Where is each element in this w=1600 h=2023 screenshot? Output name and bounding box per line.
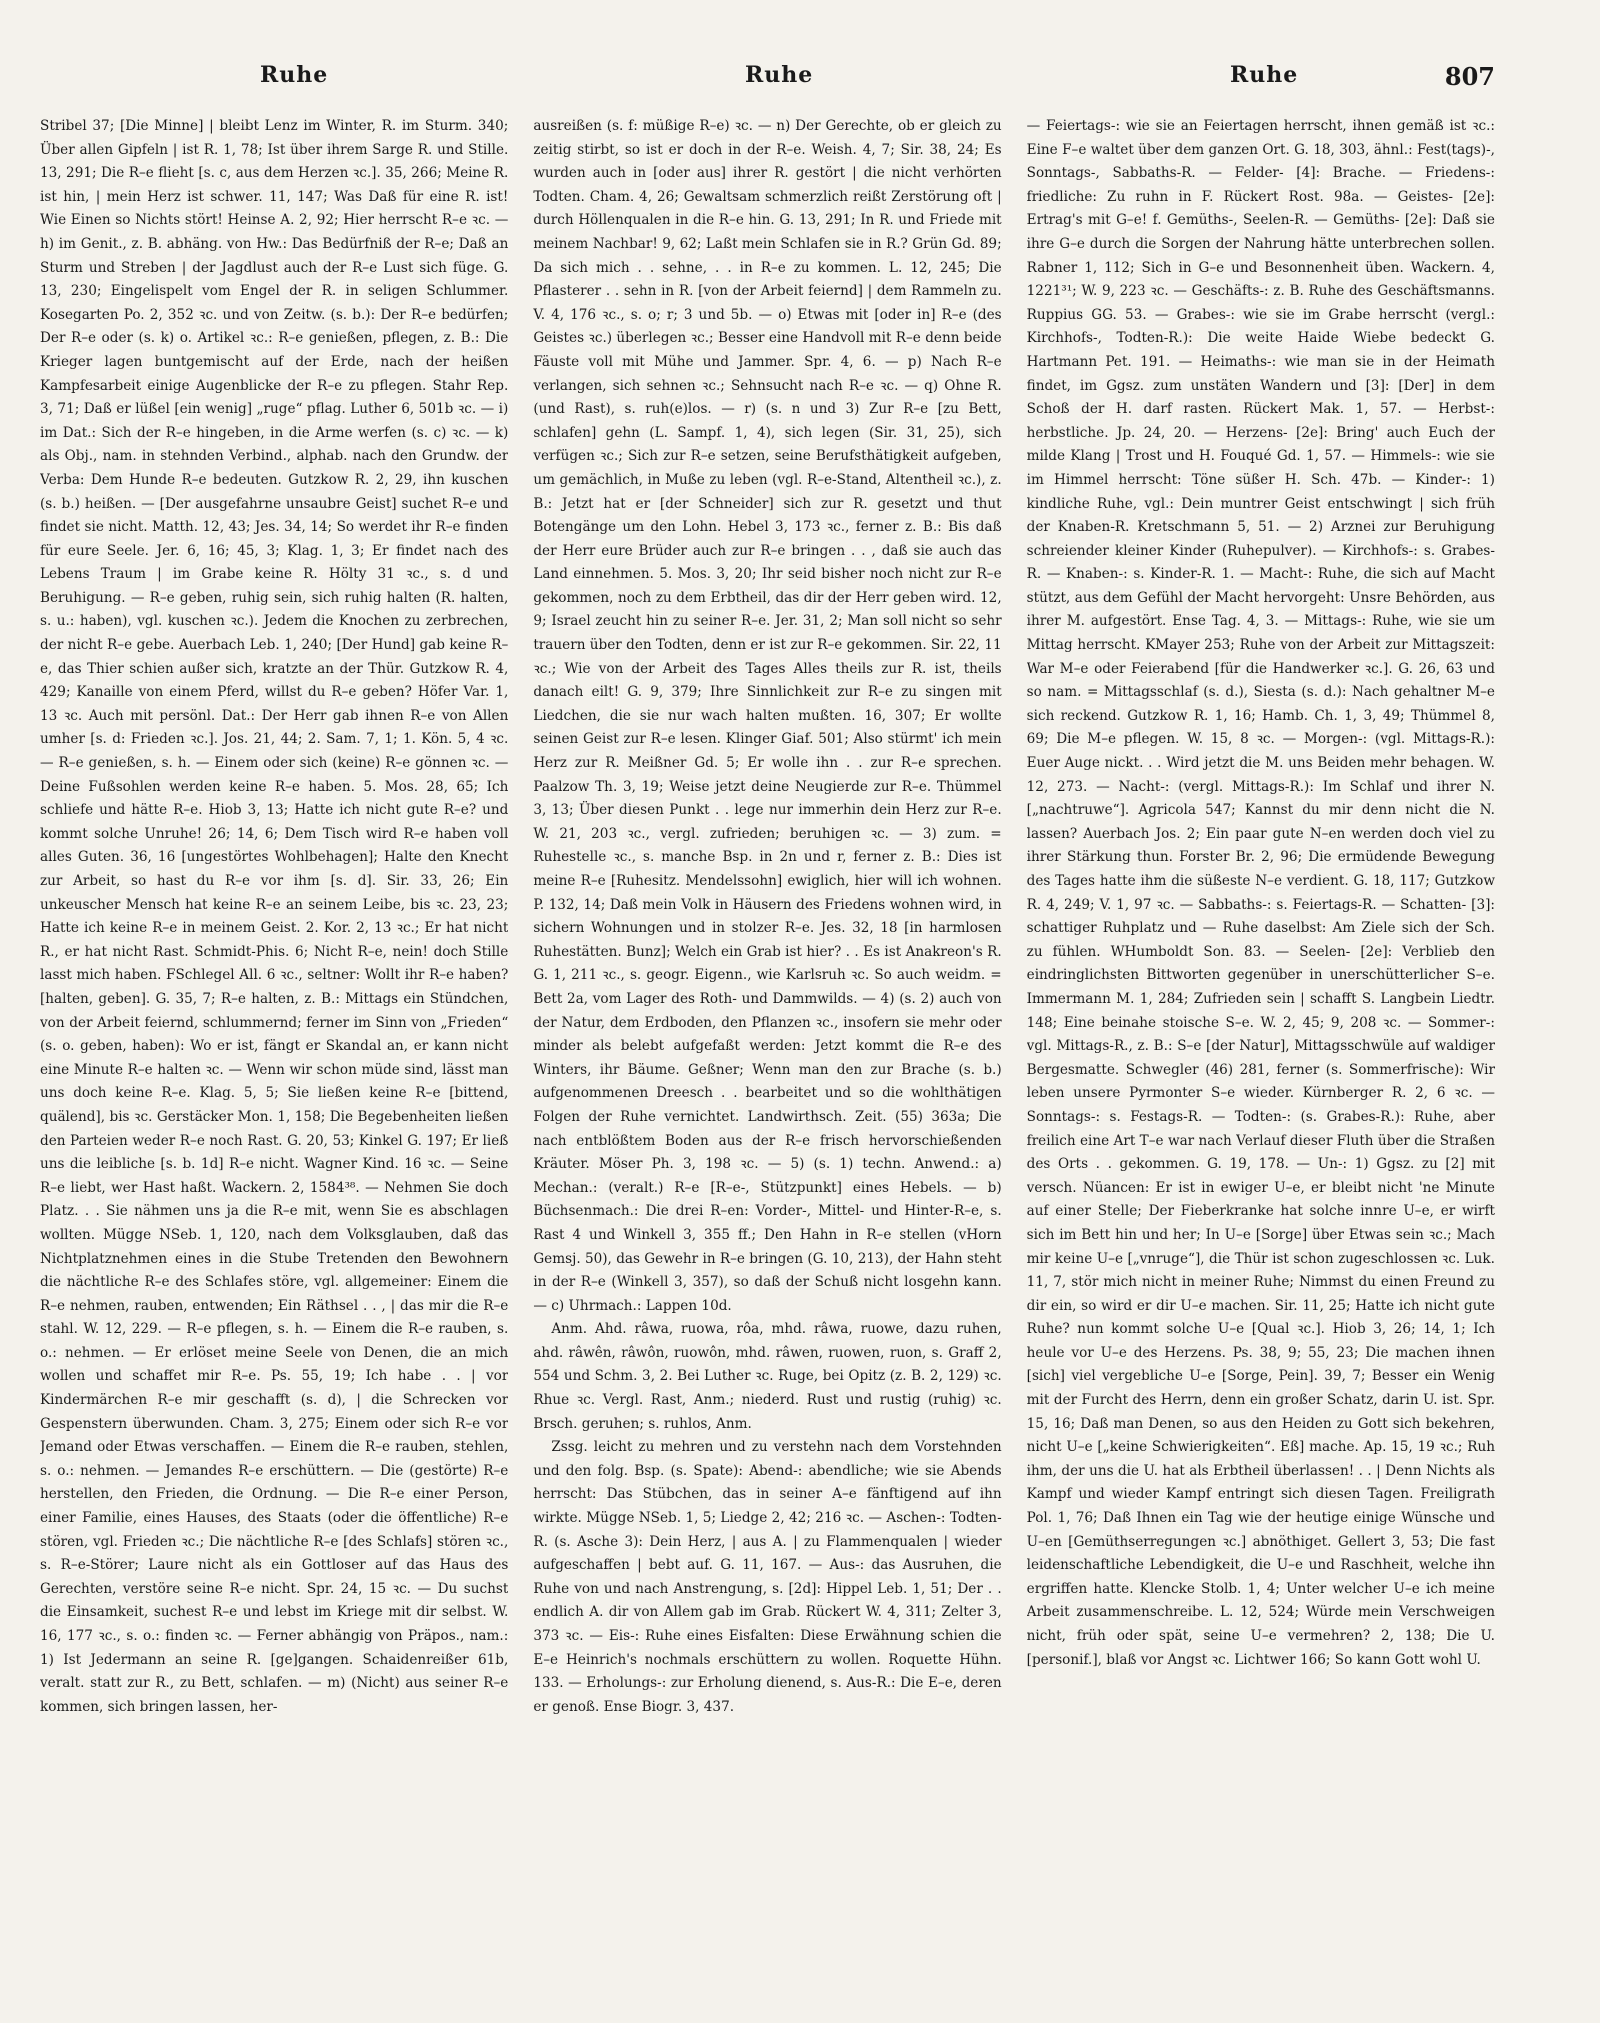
column-middle xyxy=(533,115,1001,2000)
etymology-note: Anm. Ahd. râwa, ruowa, rôa, mhd. râwa, ruowe, dazu ruhen, ahd. râwên, râwôn, ruowôn, mhd. râwen, ruowen, ruon, s. Graff 2, 554 und Schm. 3, 2. Bei Luther ꝛc. Ruge, bei Opitz (z. B. 2, 129) ꝛc. Rhue ꝛc. Vergl. Rast, Anm.; niederd. Rust und rustig (ruhig) ꝛc. Brsch. geruhen; s. ruhlos, Anm. xyxy=(533,1321,1002,1432)
text-columns xyxy=(40,115,1495,2000)
running-head-left: Ruhe xyxy=(260,62,329,88)
column-left xyxy=(40,115,508,2000)
column-paragraph: — Feiertags-: wie sie an Feiertagen herrscht, ihnen gemäß ist ꝛc.: Eine F–e waltet über dem ganzen Ort. G. 18, 303, ähnl.: Fest(tags)-, Sonntags-, Sabbaths-R. — Felder- [4]: Brache. — Friedens-: friedliche: Zu ruhn in F. Rückert Rost. 98a. — Geistes- [2e]: Ertrag's mit G–e! f. Gemüths-, Seelen-R. — Gemüths- [2e]: Daß sie ihre G–e durch die Sorgen der Nahrung hätte unterbrechen sollen. Rabner 1, 112; Sich in G–e und Besonnenheit üben. Wackern. 4, 1221³¹; W. 9, 223 ꝛc. — Geschäfts-: z. B. Ruhe des Geschäftsmanns. Ruppius GG. 53. — Grabes-: wie sie im Grabe herrscht (vergl.: Kirchhofs-, Todten-R.): Die weite Haide Wiebe bedeckt G. Hartmann Pet. 191. — Heimaths-: wie man sie in der Heimath findet, im Ggsz. zum unstäten Wandern und [3]: [Der] in dem Schoß der H. darf rasten. Rückert Mak. 1, 57. — Herbst-: herbstliche. Jp. 24, 20. — Herzens- [2e]: Bring' auch Euch der milde Klang | Trost und H. Fouqué Gd. 1, 57. — Himmels-: wie sie im Himmel herrscht: Töne süßer H. Sch. 47b. — Kinder-: 1) kindliche Ruhe, vgl.: Dein muntrer Geist entschwingt | sich früh der Knaben-R. Kretschmann 5, 51. — 2) Arznei zur Beruhigung schreiender kleiner Kinder (Ruhepulver). — Kirchhofs-: s. Grabes-R. — Knaben-: s. Kinder-R. 1. — Macht-: Ruhe, die sich auf Macht stützt, aus dem Gefühl der Macht hervorgeht: Unsre Behörden, aus ihrer M. aufgestört. Ense Tag. 4, 3. — Mittags-: Ruhe, wie sie um Mittag herrscht. KMayer 253; Ruhe von der Arbeit zur Mittagszeit: War M–e oder Feierabend [für die Handwerker ꝛc.]. G. 26, 63 und so nam. = Mittagsschlaf (s. d.), Siesta (s. d.): Nach gehaltner M–e sich reckend. Gutzkow R. 1, 16; Hamb. Ch. 1, 3, 49; Thümmel 8, 69; Die M–e pflegen. W. 15, 8 ꝛc. — Morgen-: (vgl. Mittags-R.): Euer Auge nickt. . . Wird jetzt die M. uns Beiden mehr behagen. W. 12, 273. — Nacht-: (vergl. Mittags-R.): Im Schlaf und ihrer N. [„nachtruwe“]. Agricola 547; Kannst du mir denn nicht die N. lassen? Auerbach Jos. 2; Ein paar gute N–en werden doch viel zu ihrer Stärkung thun. Forster Br. 2, 96; Die ermüdende Bewegung des Tages hatte ihm die süßeste N–e verdient. G. 18, 117; Gutzkow R. 4, 249; V. 1, 97 ꝛc. — Sabbaths-: s. Feiertags-R. — Schatten- [3]: schattiger Ruhplatz und — Ruhe daselbst: Am Ziele sich der Sch. zu fühlen. WHumboldt Son. 83. — Seelen- [2e]: Verblieb den eindringlichsten Bittworten gegenüber in unerschütterlicher S–e. Immermann M. 1, 284; Zufrieden sein | schafft S. Langbein Liedtr. 148; Eine beinahe stoische S–e. W. 2, 45; 9, 208 ꝛc. — Sommer-: vgl. Mittags-R., z. B.: S–e [der Natur], Mittagsschwüle auf waldiger Bergesmatte. Schwegler (46) 281, ferner (s. Sommerfrische): Wir leben unsere Pyrmonter S–e wieder. Kürnberger R. 2, 6 ꝛc. — Sonntags-: s. Festags-R. — Todten-: (s. Grabes-R.): Ruhe, aber freilich eine Art T–e war nach Verlauf dieser Fluth über die Straßen des Orts . . gekommen. G. 19, 178. — Un-: 1) Ggsz. zu [2] mit versch. Nüancen: Er ist in ewiger U–e, er bleibt nicht 'ne Minute auf einer Stelle; Der Fieberkranke hat solche innre U–e, er wirft sich im Bett hin und her; In U–e [Sorge] über Etwas sein ꝛc.; Mach mir keine U–e [„vnruge“], die Thür ist schon zugeschlossen ꝛc. Luk. 11, 7, stör mich nicht in meiner Ruhe; Nimmst du einen Freund zu dir ein, so wird er dir U–e machen. Sir. 11, 25; Hatte ich nicht gute Ruhe? nun kommt solche U–e [Qual ꝛc.]. Hiob 3, 26; 14, 1; Ich heule vor U–e des Herzens. Ps. 38, 9; 55, 23; Die machen ihnen [sich] viel vergebliche U–e [Sorge, Pein]. 39, 7; Besser ein Wenig mit der Furcht des Herrn, denn ein großer Schatz, darin U. ist. Spr. 15, 16; Daß man Denen, so aus den Heiden zu Gott sich bekehren, nicht U–e [„keine Schwierigkeiten“. Eß] mache. Ap. 15, 19 ꝛc.; Ruh ihm, der uns die U. hat als Erbtheil überlassen! . . | Denn Nichts als Kampf und wieder Kampf entringt sich diesen Tagen. Freiligrath Pol. 1, 76; Daß Ihnen ein Tag wie der heutige einige Wünsche und U–en [Gemüthserregungen ꝛc.] abnöthiget. Gellert 3, 53; Die fast leidenschaftliche Lebendigkeit, die U–e und Raschheit, welche ihn ergriffen hatte. Klencke Stolb. 1, 4; Unter welcher U–e ich meine Arbeit zusammenschreibe. L. 12, 524; Würde mein Verschweigen nicht, früh oder spät, seine U–e vermehren? 2, 138; Die U. [personif.], blaß vor Angst ꝛc. Lichtwer 166; So kann Gott wohl U. xyxy=(1026,118,1495,1668)
page-header xyxy=(120,62,1495,102)
page-number: 807 xyxy=(1444,62,1495,91)
column-right xyxy=(1027,115,1495,2000)
running-head-center: Ruhe xyxy=(745,62,814,88)
compounds-paragraph: Zssg. leicht zu mehren und zu verstehn nach dem Vorstehnden und den folg. Bsp. (s. Spate): Abend-: abendliche; wie sie Abends herrscht: Das Stübchen, das in seiner A–e fänftigend auf ihn wirkte. Mügge NSeb. 1, 5; Liedge 2, 42; 216 ꝛc. — Aschen-: Todten-R. (s. Asche 3): Dein Herz, | aus A. | zu Flammenqualen | wieder aufgeschaffen | bebt auf. G. 11, 167. — Aus-: das Ausruhen, die Ruhe von und nach Anstrengung, s. [2d]: Hippel Leb. 1, 51; Der . . endlich A. dir von Allem gab im Grab. Rückert W. 4, 311; Zelter 3, 373 ꝛc. — Eis-: Ruhe eines Eisfalten: Diese Erwähnung schien die E–e Heinrich's nochmals erschüttern zu wollen. Roquette Hühn. 133. — Erholungs-: zur Erholung dienend, s. Aus-R.: Die E–e, deren er genoß. Ense Biogr. 3, 437. xyxy=(533,1439,1002,1715)
column-paragraph: ausreißen (s. f: müßige R–e) ꝛc. — n) Der Gerechte, ob er gleich zu zeitig stirbt, so ist er doch in der R–e. Weish. 4, 7; Sir. 38, 24; Es wurden auch in [oder aus] ihrer R. gestört | die nicht verhörten Todten. Cham. 4, 26; Gewaltsam schmerzlich reißt Zerstörung oft | durch Höllenqualen in die R–e hin. G. 13, 291; In R. und Friede mit meinem Nachbar! 9, 62; Laßt mein Schlafen sie in R.? Grün Gd. 89; Da sich mich . . sehne, . . in R–e zu kommen. L. 12, 245; Die Pflasterer . . sehn in R. [von der Arbeit feiernd] | dem Rammeln zu. V. 4, 176 ꝛc., s. o; r; 3 und 5b. — o) Etwas mit [oder in] R–e (des Geistes ꝛc.) überlegen ꝛc.; Besser eine Handvoll mit R–e denn beide Fäuste voll mit Mühe und Jammer. Spr. 4, 6. — p) Nach R–e verlangen, sich sehnen ꝛc.; Sehnsucht nach R–e ꝛc. — q) Ohne R. (und Rast), s. ruh(e)los. — r) (s. n und 3) Zur R–e [zu Bett, schlafen] gehn (L. Sampf. 1, 4), sich legen (Sir. 31, 25), sich verfügen ꝛc.; Sich zur R–e setzen, seine Berufsthätigkeit aufgeben, um gemächlich, in Muße zu leben (vgl. R–e-Stand, Altentheil ꝛc.), z. B.: Jetzt hat er [der Schneider] sich zur R. gesetzt und thut Botengänge um den Lohn. Hebel 3, 173 ꝛc., ferner z. B.: Bis daß der Herr eure Brüder auch zur R–e bringen . . , daß sie auch das Land einnehmen. 5. Mos. 3, 20; Ihr seid bisher noch nicht zur R–e gekommen, noch zu dem Erbtheil, das dir der Herr geben wird. 12, 9; Israel zeucht hin zu seiner R–e. Jer. 31, 2; Man soll nicht so sehr trauern über den Todten, denn er ist zur R–e gekommen. Sir. 22, 11 ꝛc.; Wie von der Arbeit des Tages Alles theils zur R. ist, theils danach eilt! G. 9, 379; Ihre Sinnlichkeit zur R–e zu singen mit Liedchen, die sie nur wach halten mußten. 16, 307; Er wollte seinen Geist zur R–e lesen. Klinger Giaf. 501; Also stürmt' ich mein Herz zur R. Meißner Gd. 5; Er wolle ihn . . zur R–e sprechen. Paalzow Th. 3, 19; Weise jetzt deine Neugierde zur R–e. Thümmel 3, 13; Über diesen Punkt . . lege nur immerhin dein Herz zur R–e. W. 21, 203 ꝛc., vergl. zufrieden; beruhigen ꝛc. — 3) zum. = Ruhestelle ꝛc., s. manche Bsp. in 2n und r, ferner z. B.: Dies ist meine R–e [Ruhesitz. Mendelssohn] ewiglich, hier will ich wohnen. P. 132, 14; Daß mein Volk in Häusern des Friedens wohnen wird, in sichern Wohnungen und in stolzer R–e. Jes. 32, 18 [in harmlosen Ruhestätten. Bunz]; Welch ein Grab ist hier? . . Es ist Anakreon's R. G. 1, 211 ꝛc., s. geogr. Eigenn., wie Karlsruh ꝛc. So auch weidm. = Bett 2a, vom Lager des Roth- und Dammwilds. — 4) (s. 2) auch von der Natur, dem Erdboden, den Pflanzen ꝛc., insofern sie mehr oder minder als belebt aufgefaßt werden: Jetzt kommt die R–e des Winters, ihr Bäume. Geßner; Wenn man den zur Brache (s. b.) aufgenommenen Dreesch . . bearbeitet und so die wohlthätigen Folgen der Ruhe vernichtet. Landwirthsch. Zeit. (55) 363a; Die nach entblößtem Boden aus der R–e frisch hervorschießenden Kräuter. Möser Ph. 3, 198 ꝛc. — 5) (s. 1) techn. Anwend.: a) Mechan.: (veralt.) R–e [R–e-, Stützpunkt] eines Hebels. — b) Büchsenmach.: Die drei R–en: Vorder-, Mittel- und Hinter-R–e, s. Rast 4 und Winkell 3, 355 ff.; Den Hahn in R–e stellen (vHorn Gemsj. 50), das Gewehr in R–e bringen (G. 10, 213), der Hahn steht in der R–e (Winkell 3, 357), so daß der Schuß nicht losgehn kann. — c) Uhrmach.: Lappen 10d. xyxy=(533,118,1002,1314)
column-paragraph: Stribel 37; [Die Minne] | bleibt Lenz im Winter, R. im Sturm. 340; Über allen Gipfeln | ist R. 1, 78; Ist über ihrem Sarge R. und Stille. 13, 291; Die R–e flieht [s. c, aus dem Herzen ꝛc.]. 35, 266; Meine R. ist hin, | mein Herz ist schwer. 11, 147; Was Daß für eine R. ist! Wie Einen so Nichts stört! Heinse A. 2, 92; Hier herrscht R–e ꝛc. — h) im Genit., z. B. abhäng. von Hw.: Das Bedürfniß der R–e; Daß an Sturm und Streben | der Jagdlust auch der R–e Lust sich füge. G. 13, 230; Eingelispelt vom Engel der R. in seligen Schlummer. Kosegarten Po. 2, 352 ꝛc. und von Zeitw. (s. b.): Der R–e bedürfen; Der R–e oder (s. k) o. Artikel ꝛc.: R–e genießen, pflegen, z. B.: Die Krieger lagen buntgemischt auf der Erde, nach der heißen Kampfesarbeit einige Augenblicke der R–e zu pflegen. Stahr Rep. 3, 71; Daß er lüßel [ein wenig] „ruge“ pflag. Luther 6, 501b ꝛc. — i) im Dat.: Sich der R–e hingeben, in die Arme werfen (s. c) ꝛc. — k) als Obj., nam. in stehnden Verbind., alphab. nach den Grundw. der Verba: Dem Hunde R–e bedeuten. Gutzkow R. 2, 29, ihn kuschen (s. b.) heißen. — [Der ausgefahrne unsaubre Geist] suchet R–e und findet sie nicht. Matth. 12, 43; Jes. 34, 14; So werdet ihr R–e finden für eure Seele. Jer. 6, 16; 45, 3; Klag. 1, 3; Er findet nach des Lebens Traum | im Grabe keine R. Hölty 31 ꝛc., s. d und Beruhigung. — R–e geben, ruhig sein, sich ruhig halten (R. halten, s. u.: haben), vgl. kuschen ꝛc.). Jedem die Knochen zu zerbrechen, der nicht R–e gebe. Auerbach Leb. 1, 240; [Der Hund] gab keine R–e, das Thier schien außer sich, kratzte an der Thür. Gutzkow R. 4, 429; Kanaille von einem Pferd, willst du R–e geben? Höfer Var. 1, 13 ꝛc. Auch mit persönl. Dat.: Der Herr gab ihnen R–e von Allen umher [s. d: Frieden ꝛc.]. Jos. 21, 44; 2. Sam. 7, 1; 1. Kön. 5, 4 ꝛc. — R–e genießen, s. h. — Einem oder sich (keine) R–e gönnen ꝛc. — Deine Fußsohlen werden keine R–e haben. 5. Mos. 28, 65; Ich schliefe und hätte R–e. Hiob 3, 13; Hatte ich nicht gute R–e? und kommt solche Unruhe! 26; 14, 6; Dem Tisch wird R–e haben voll alles Guten. 36, 16 [ungestörtes Wohlbehagen]; Halte den Knecht zur Arbeit, so hast du R–e vor ihm [s. d]. Sir. 33, 26; Ein unkeuscher Mensch hat keine R–e an seinem Leibe, bis ꝛc. 23, 23; Hatte ich keine R–e in meinem Geist. 2. Kor. 2, 13 ꝛc.; Er hat nicht R., er hat nicht Rast. Schmidt-Phis. 6; Nicht R–e, nein! doch Stille lasst mich haben. FSchlegel All. 6 ꝛc., seltner: Wollt ihr R–e haben? [halten, geben]. G. 35, 7; R–e halten, z. B.: Mittags ein Stündchen, von der Arbeit feiernd, schlummernd; ferner im Sinn von „Frieden“ (s. o. geben, haben): Wo er ist, fängt er Skandal an, er kann nicht eine Minute R–e halten ꝛc. — Wenn wir schon müde sind, lässt man uns doch keine R–e. Klag. 5, 5; Sie ließen keine R–e [bittend, quälend], bis ꝛc. Gerstäcker Mon. 1, 158; Die Begebenheiten ließen den Parteien weder R–e noch Rast. G. 20, 53; Kinkel G. 197; Er ließ uns die leibliche [s. b. 1d] R–e nicht. Wagner Kind. 16 ꝛc. — Seine R–e liebt, wer Hast haßt. Wackern. 2, 1584³⁸. — Nehmen Sie doch Platz. . . Sie nähmen uns ja die R–e mit, wenn Sie es abschlagen wollten. Mügge NSeb. 1, 120, nach dem Volksglauben, daß das Nichtplatznehmen eines in die Stube Tretenden den Bewohnern die nächtliche R–e des Schlafes störe, vgl. allgemeiner: Einem die R–e nehmen, rauben, entwenden; Ein Räthsel . . , | das mir die R–e stahl. W. 12, 229. — R–e pflegen, s. h. — Einem die R–e rauben, s. o.: nehmen. — Er erlöset meine Seele von Denen, die an mich wollen und schaffet mir R–e. Ps. 55, 19; Ich habe . . | vor Kindermärchen R–e mir geschafft (s. d), | die Schrecken vor Gespenstern überwunden. Cham. 3, 275; Einem oder sich R–e vor Jemand oder Etwas verschaffen. — Einem die R–e rauben, stehlen, s. o.: nehmen. — Jemandes R–e erschüttern. — Die (gestörte) R–e herstellen, den Frieden, die Ordnung. — Die R–e einer Person, einer Familie, eines Hauses, des Staats (oder die öffentliche) R–e stören, vgl. Frieden ꝛc.; Die nächtliche R–e [des Schlafs] stören ꝛc., s. R–e-Störer; Laure nicht als ein Gottloser auf das Haus des Gerechten, verstöre seine R–e nicht. Spr. 24, 15 ꝛc. — Du suchst die Einsamkeit, suchest R–e und lebst im Kriege mit dir selbst. W. 16, 177 ꝛc., s. o.: finden ꝛc. — Ferner abhängig von Präpos., nam.: 1) Ist Jedermann an seine R. [ge]gangen. Schaidenreißer 61b, veralt. statt zur R., zu Bett, schlafen. — m) (Nicht) aus seiner R–e kommen, sich bringen lassen, her- xyxy=(40,118,509,1715)
running-head-right: Ruhe xyxy=(1230,62,1299,88)
